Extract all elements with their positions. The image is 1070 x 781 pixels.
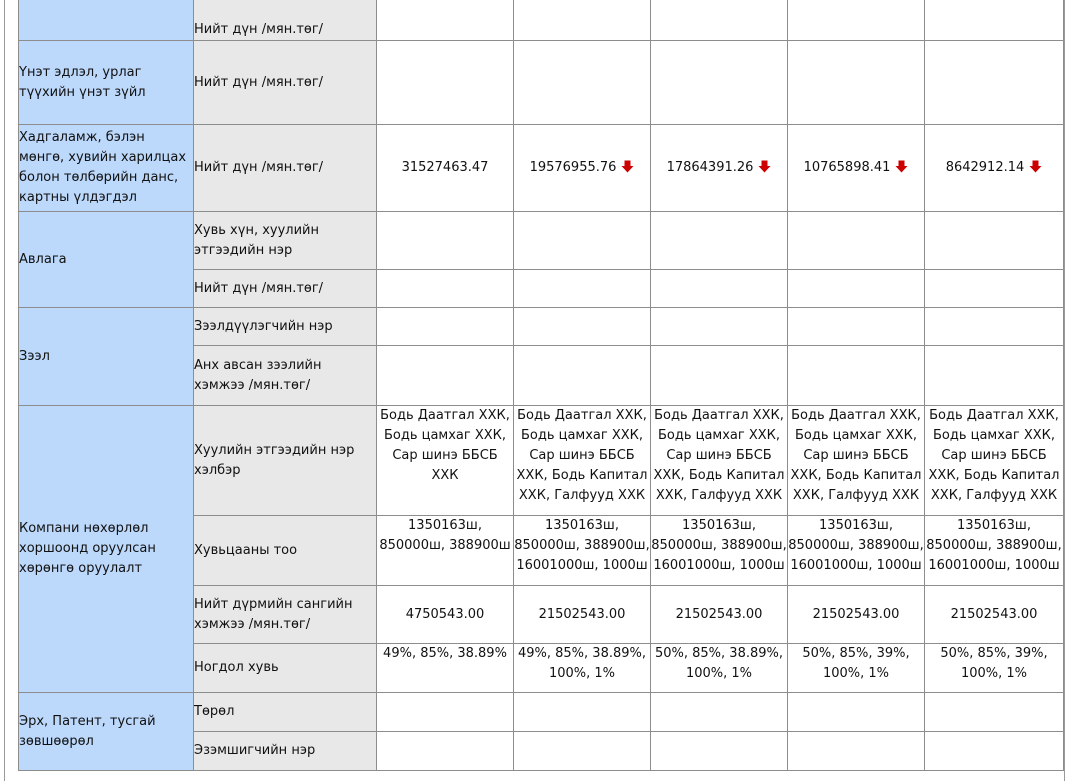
value-cell (514, 41, 651, 125)
value-cell: 50%, 85%, 38.89%, 100%, 1% (651, 644, 788, 693)
value-cell (925, 125, 1064, 212)
value-cell (377, 125, 514, 212)
table-row (19, 41, 1064, 125)
value-cell (514, 732, 651, 771)
value-cell (377, 41, 514, 125)
value-cell (377, 0, 514, 41)
value-cell (514, 125, 651, 212)
value-cell (377, 308, 514, 346)
value-cell (788, 0, 925, 41)
value-cell (651, 346, 788, 406)
down-arrow-icon (621, 160, 634, 173)
table-row (19, 693, 1064, 732)
value-text: 8642912.14 (945, 160, 1025, 175)
field-label: Нийт дүн /мян.төг/ (194, 125, 377, 212)
value-cell (514, 346, 651, 406)
value-cell (377, 732, 514, 771)
value-cell (651, 125, 788, 212)
value-cell (788, 693, 925, 732)
value-cell: 1350163ш, 850000ш, 388900ш (377, 516, 514, 586)
value-cell (377, 270, 514, 308)
value-cell (925, 212, 1064, 270)
value-cell (514, 693, 651, 732)
category-label: Үнэт эдлэл, урлаг түүхийн үнэт зүйл (19, 41, 194, 125)
value-cell (788, 346, 925, 406)
field-label: Зээлдүүлэгчийн нэр (194, 308, 377, 346)
field-label: Хувь хүн, хуулийн этгээдийн нэр (194, 212, 377, 270)
down-arrow-icon (1029, 160, 1042, 173)
value-cell: 1350163ш, 850000ш, 388900ш, 16001000ш, 1000ш (925, 516, 1064, 586)
value-cell (925, 0, 1064, 41)
value-cell (788, 212, 925, 270)
table-row (19, 308, 1064, 346)
value-cell: Бодь Даатгал ХХК, Бодь цамхаг ХХК, Сар шинэ ББСБ ХХК, Бодь Капитал ХХК, Галфууд ХХК (788, 406, 925, 516)
category-cell-empty (19, 0, 194, 41)
value-cell: Бодь Даатгал ХХК, Бодь цамхаг ХХК, Сар шинэ ББСБ ХХК, Бодь Капитал ХХК, Галфууд ХХК (651, 406, 788, 516)
asset-declaration-table (18, 0, 1064, 771)
value-cell (651, 41, 788, 125)
value-text: 31527463.47 (401, 160, 489, 175)
table-row (19, 406, 1064, 516)
table-row (19, 125, 1064, 212)
value-cell: Бодь Даатгал ХХК, Бодь цамхаг ХХК, Сар шинэ ББСБ ХХК, Бодь Капитал ХХК, Галфууд ХХК (925, 406, 1064, 516)
value-cell: 49%, 85%, 38.89% (377, 644, 514, 693)
value-cell (514, 212, 651, 270)
down-arrow-icon (758, 160, 771, 173)
value-cell: Бодь Даатгал ХХК, Бодь цамхаг ХХК, Сар шинэ ББСБ ХХК (377, 406, 514, 516)
value-cell (788, 125, 925, 212)
category-label: Компани нөхөрлөл хоршоонд оруулсан хөрөнгө оруулалт (19, 406, 194, 693)
field-label: Нийт дүн /мян.төг/ (194, 270, 377, 308)
table-row (19, 212, 1064, 270)
value-cell (651, 732, 788, 771)
value-cell (788, 41, 925, 125)
value-cell: 50%, 85%, 39%, 100%, 1% (788, 644, 925, 693)
value-cell: 50%, 85%, 39%, 100%, 1% (925, 644, 1064, 693)
value-cell (377, 346, 514, 406)
value-text: 10765898.41 (803, 160, 891, 175)
right-border-line (1064, 0, 1065, 781)
field-label: Нийт дүн /мян.төг/ (194, 41, 377, 125)
value-cell (651, 0, 788, 41)
value-cell (377, 212, 514, 270)
value-cell (651, 270, 788, 308)
value-cell: 21502543.00 (925, 586, 1064, 644)
value-cell: Бодь Даатгал ХХК, Бодь цамхаг ХХК, Сар шинэ ББСБ ХХК, Бодь Капитал ХХК, Галфууд ХХК (514, 406, 651, 516)
value-cell (651, 693, 788, 732)
value-cell: 49%, 85%, 38.89%, 100%, 1% (514, 644, 651, 693)
category-label: Хадгаламж, бэлэн мөнгө, хувийн харилцах болон төлбөрийн данс, картны үлдэгдэл (19, 125, 194, 212)
field-label: Төрөл (194, 693, 377, 732)
category-label: Авлага (19, 212, 194, 308)
value-cell (514, 0, 651, 41)
value-cell (514, 270, 651, 308)
field-label: Ногдол хувь (194, 644, 377, 693)
left-border-line (4, 0, 5, 781)
value-cell (788, 308, 925, 346)
value-cell: 1350163ш, 850000ш, 388900ш, 16001000ш, 1000ш (514, 516, 651, 586)
value-text: 19576955.76 (529, 160, 617, 175)
field-label: Хуулийн этгээдийн нэр хэлбэр (194, 406, 377, 516)
field-label: Хувьцааны тоо (194, 516, 377, 586)
value-cell: 1350163ш, 850000ш, 388900ш, 16001000ш, 1000ш (651, 516, 788, 586)
value-cell (925, 346, 1064, 406)
value-cell: 21502543.00 (514, 586, 651, 644)
field-label: Анх авсан зээлийн хэмжээ /мян.төг/ (194, 346, 377, 406)
value-cell (925, 41, 1064, 125)
value-cell: 21502543.00 (651, 586, 788, 644)
field-label: Нийт дүрмийн сангийн хэмжээ /мян.төг/ (194, 586, 377, 644)
value-cell (651, 308, 788, 346)
value-cell (788, 732, 925, 771)
value-cell (925, 270, 1064, 308)
field-label: Нийт дүн /мян.төг/ (194, 0, 377, 41)
value-cell (925, 693, 1064, 732)
field-label: Эзэмшигчийн нэр (194, 732, 377, 771)
value-cell: 4750543.00 (377, 586, 514, 644)
value-cell (925, 732, 1064, 771)
value-cell: 1350163ш, 850000ш, 388900ш, 16001000ш, 1000ш (788, 516, 925, 586)
table-row (19, 0, 1064, 41)
value-text: 17864391.26 (666, 160, 754, 175)
category-label: Зээл (19, 308, 194, 406)
category-label: Эрх, Патент, тусгай зөвшөөрөл (19, 693, 194, 771)
value-cell (651, 212, 788, 270)
down-arrow-icon (895, 160, 908, 173)
value-cell (514, 308, 651, 346)
value-cell (925, 308, 1064, 346)
value-cell (788, 270, 925, 308)
value-cell (377, 693, 514, 732)
value-cell: 21502543.00 (788, 586, 925, 644)
